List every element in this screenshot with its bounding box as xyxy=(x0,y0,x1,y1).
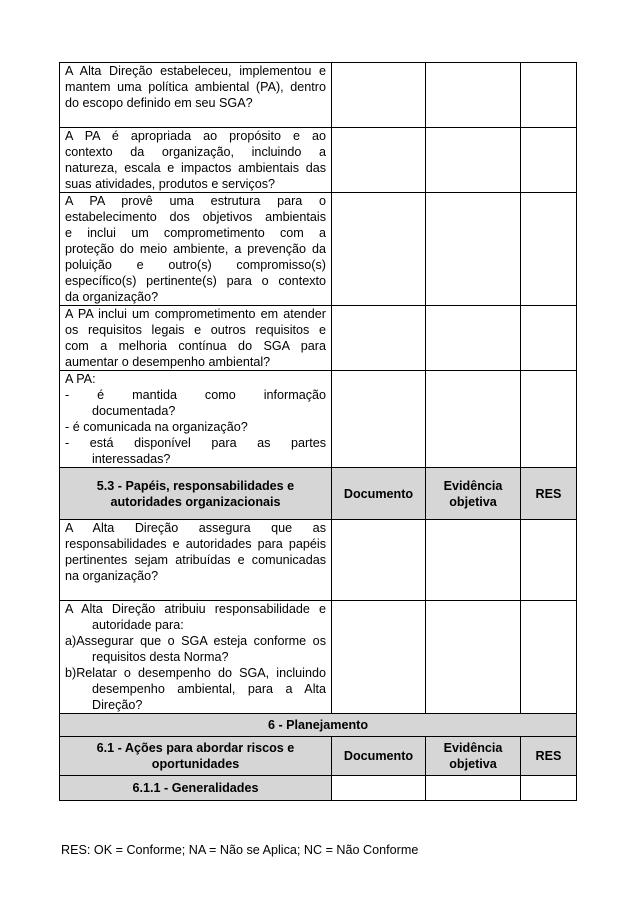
question-line: - é comunicada na organização? xyxy=(65,420,248,434)
subsection-row xyxy=(60,776,577,801)
question-line: desempenho ambiental, para a Alta xyxy=(92,682,326,696)
evidencia-cell[interactable] xyxy=(426,306,521,371)
question-line: poluição e outro(s) compromisso(s) xyxy=(65,258,326,272)
column-header-documento: Documento xyxy=(332,468,426,520)
evidencia-cell[interactable] xyxy=(426,520,521,601)
documento-cell[interactable] xyxy=(332,371,426,468)
question-text xyxy=(60,63,332,128)
question-line: b)Relatar o desempenho do SGA, incluindo xyxy=(65,666,326,680)
question-text xyxy=(60,371,332,468)
question-line: com a melhoria contínua do SGA para xyxy=(65,339,326,353)
documento-cell[interactable] xyxy=(332,193,426,306)
documento-cell[interactable] xyxy=(332,128,426,193)
question-line: documentada? xyxy=(92,404,176,418)
column-header-res: RES xyxy=(521,737,577,776)
evidencia-cell[interactable] xyxy=(426,601,521,714)
question-text xyxy=(60,306,332,371)
question-line: A PA inclui um comprometimento em atender xyxy=(65,307,326,321)
question-line: específico(s) pertinente(s) para o contexto xyxy=(65,274,326,288)
section-header-row xyxy=(60,468,577,520)
documento-cell[interactable] xyxy=(332,63,426,128)
chapter-title: 6 - Planejamento xyxy=(60,714,577,737)
checklist-row xyxy=(60,193,577,306)
column-header-documento: Documento xyxy=(332,737,426,776)
evidencia-cell[interactable] xyxy=(426,371,521,468)
documento-cell[interactable] xyxy=(332,601,426,714)
documento-cell[interactable] xyxy=(332,520,426,601)
question-line: - é mantida como informação xyxy=(65,388,326,402)
question-line: proteção do meio ambiente, a prevenção da xyxy=(65,242,326,256)
evidencia-cell[interactable] xyxy=(426,128,521,193)
res-cell[interactable] xyxy=(521,193,577,306)
question-line: A PA: xyxy=(65,372,96,386)
checklist-row xyxy=(60,371,577,468)
question-line: interessadas? xyxy=(92,452,171,466)
question-line: A Alta Direção atribuiu responsabilidade e xyxy=(65,602,326,616)
question-line: da organização? xyxy=(65,290,159,304)
section-title: 5.3 - Papéis, responsabilidades e autoridades organizacionais xyxy=(60,468,332,520)
question-text xyxy=(60,193,332,306)
question-line: a)Assegurar que o SGA esteja conforme os xyxy=(65,634,326,648)
question-text xyxy=(60,601,332,714)
column-header-evidencia: Evidência objetiva xyxy=(426,468,521,520)
res-cell[interactable] xyxy=(521,601,577,714)
question-line: requisitos desta Norma? xyxy=(92,650,229,664)
question-line: estabelecimento dos objetivos ambientais xyxy=(65,210,326,224)
res-cell[interactable] xyxy=(521,520,577,601)
res-cell[interactable] xyxy=(521,776,577,801)
question-line: na organização? xyxy=(65,569,159,583)
section-header-row xyxy=(60,737,577,776)
checklist-row xyxy=(60,601,577,714)
documento-cell[interactable] xyxy=(332,776,426,801)
question-line: e inclui um comprometimento com a xyxy=(65,226,326,240)
evidencia-cell[interactable] xyxy=(426,193,521,306)
question-line: A PA provê uma estrutura para o xyxy=(65,194,326,208)
question-line: mantem uma política ambiental (PA), dentro xyxy=(65,80,326,94)
question-line: - está disponível para as partes xyxy=(65,436,326,450)
documento-cell[interactable] xyxy=(332,306,426,371)
res-cell[interactable] xyxy=(521,371,577,468)
checklist-row xyxy=(60,63,577,128)
chapter-row xyxy=(60,714,577,737)
question-line: A Alta Direção assegura que as xyxy=(65,521,326,535)
subsection-title: 6.1.1 - Generalidades xyxy=(60,776,332,801)
question-line: contexto da organização, incluindo a xyxy=(65,145,326,159)
question-line: natureza, escala e impactos ambientais das xyxy=(65,161,326,175)
question-line: os requisitos legais e outros requisitos e xyxy=(65,323,326,337)
checklist-row xyxy=(60,520,577,601)
question-line: aumentar o desempenho ambiental? xyxy=(65,355,271,369)
question-line: A PA é apropriada ao propósito e ao xyxy=(65,129,326,143)
question-line: do escopo definido em seu SGA? xyxy=(65,96,253,110)
column-header-evidencia: Evidência objetiva xyxy=(426,737,521,776)
section-title: 6.1 - Ações para abordar riscos e oportunidades xyxy=(60,737,332,776)
evidencia-cell[interactable] xyxy=(426,63,521,128)
res-cell[interactable] xyxy=(521,63,577,128)
question-line: suas atividades, produtos e serviços? xyxy=(65,177,276,191)
checklist-row xyxy=(60,306,577,371)
question-text xyxy=(60,520,332,601)
res-legend-footnote: RES: OK = Conforme; NA = Não se Aplica; NC = Não Conforme xyxy=(61,843,419,857)
question-line: pertinentes sejam atribuídas e comunicadas xyxy=(65,553,326,567)
audit-checklist-table xyxy=(59,62,577,801)
res-cell[interactable] xyxy=(521,128,577,193)
checklist-row xyxy=(60,128,577,193)
question-line: A Alta Direção estabeleceu, implementou e xyxy=(65,64,326,78)
question-text xyxy=(60,128,332,193)
question-line: Direção? xyxy=(92,698,143,712)
question-line: responsabilidades e autoridades para papéis xyxy=(65,537,326,551)
evidencia-cell[interactable] xyxy=(426,776,521,801)
column-header-res: RES xyxy=(521,468,577,520)
res-cell[interactable] xyxy=(521,306,577,371)
question-line: autoridade para: xyxy=(92,618,184,632)
